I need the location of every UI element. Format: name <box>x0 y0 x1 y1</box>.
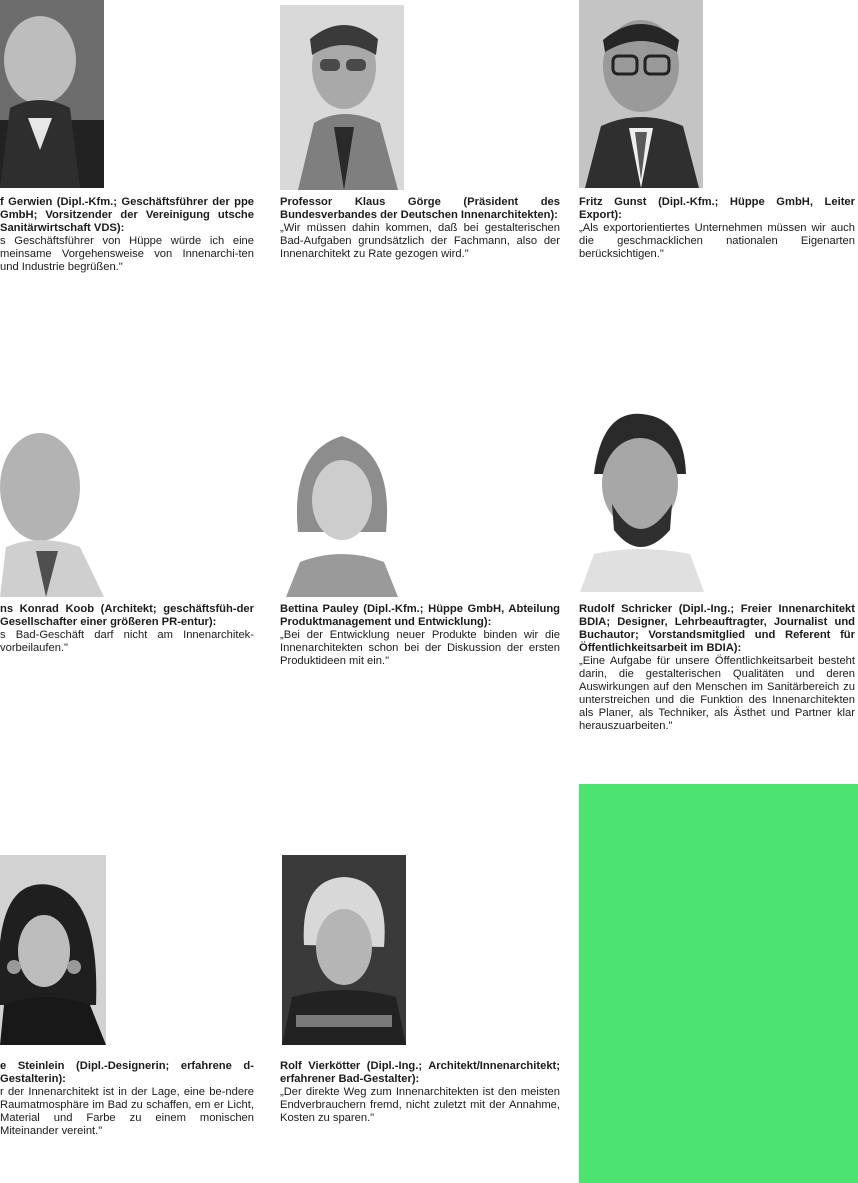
portrait-goerge <box>280 5 404 190</box>
person-heading: Professor Klaus Görge (Präsident des Bundesverbandes der Deutschen Innenarchitekten): <box>280 196 560 221</box>
portrait-steinlein <box>0 855 106 1045</box>
caption-steinlein <box>0 1060 254 1138</box>
person-heading: Rudolf Schricker (Dipl.-Ing.; Freier Innenarchitekt BDIA; Designer, Lehrbeauftragter, Journalist und Buchautor; Vorstandsmitglied und Referent für Öffentlichkeitsarbeit im BDIA): <box>579 603 855 654</box>
person-heading: e Steinlein (Dipl.-Designerin; erfahrene d-Gestalterin): <box>0 1060 254 1085</box>
portrait-schricker <box>580 404 704 592</box>
person-quote: „Wir müssen dahin kommen, daß bei gestalterischen Bad-Aufgaben grundsätzlich der Fachmann, also der Innenarchitekt zu Rate gezogen wird." <box>280 222 560 260</box>
caption-goerge <box>280 196 560 261</box>
person-heading: Fritz Gunst (Dipl.-Kfm.; Hüppe GmbH, Leiter Export): <box>579 196 855 221</box>
caption-gerwien <box>0 196 254 274</box>
person-heading: ns Konrad Koob (Architekt; geschäftsfüh-der Gesellschafter einer größeren PR-entur): <box>0 603 254 628</box>
person-heading: Bettina Pauley (Dipl.-Kfm.; Hüppe GmbH, Abteilung Produktmanagement und Entwicklung): <box>280 603 560 628</box>
person-quote: s Geschäftsführer von Hüppe würde ich eine meinsame Vorgehensweise von Innenarchi-ten und Industrie begrüßen." <box>0 235 254 273</box>
person-quote: „Als exportorientiertes Unternehmen müssen wir auch die geschmacklichen nationalen Eigenarten berücksichtigen." <box>579 222 855 260</box>
caption-schricker <box>579 603 855 733</box>
portrait-pauley <box>280 412 404 597</box>
portrait-vierkoetter <box>282 855 406 1045</box>
person-quote: „Der direkte Weg zum Innenarchitekten ist den meisten Endverbrauchern fremd, nicht zuletzt mit der Annahme, Kosten zu sparen." <box>280 1086 560 1124</box>
person-quote: „Bei der Entwicklung neuer Produkte binden wir die Innenarchitekten schon bei der Diskussion der ersten Produktideen mit ein." <box>280 629 560 667</box>
portrait-gerwien <box>0 0 104 188</box>
person-quote: r der Innenarchitekt ist in der Lage, eine be-ndere Raumatmosphäre im Bad zu schaffen, em er Licht, Material und Farbe zu einem monischen Miteinander vereint." <box>0 1086 254 1137</box>
person-heading: f Gerwien (Dipl.-Kfm.; Geschäftsführer der ppe GmbH; Vorsitzender der Vereinigung utsche Sanitärwirtschaft VDS): <box>0 196 254 234</box>
caption-pauley <box>280 603 560 668</box>
green-color-block <box>579 784 858 1183</box>
portrait-koob <box>0 415 104 597</box>
person-quote: „Eine Aufgabe für unsere Öffentlichkeitsarbeit besteht darin, die gestalterischen Qualitäten und deren Auswirkungen auf den Menschen im Sanitärbereich zu unterstreichen und die Funktion des Innenarchitekten als Planer, als Techniker, als Ästhet und Partner klar herauszuarbeiten." <box>579 655 855 732</box>
caption-koob <box>0 603 254 655</box>
person-heading: Rolf Vierkötter (Dipl.-Ing.; Architekt/Innenarchitekt; erfahrener Bad-Gestalter): <box>280 1060 560 1085</box>
person-quote: s Bad-Geschäft darf nicht am Innenarchitek-vorbeilaufen." <box>0 629 254 654</box>
caption-gunst <box>579 196 855 261</box>
portrait-gunst <box>579 0 703 188</box>
caption-vierkoetter <box>280 1060 560 1125</box>
